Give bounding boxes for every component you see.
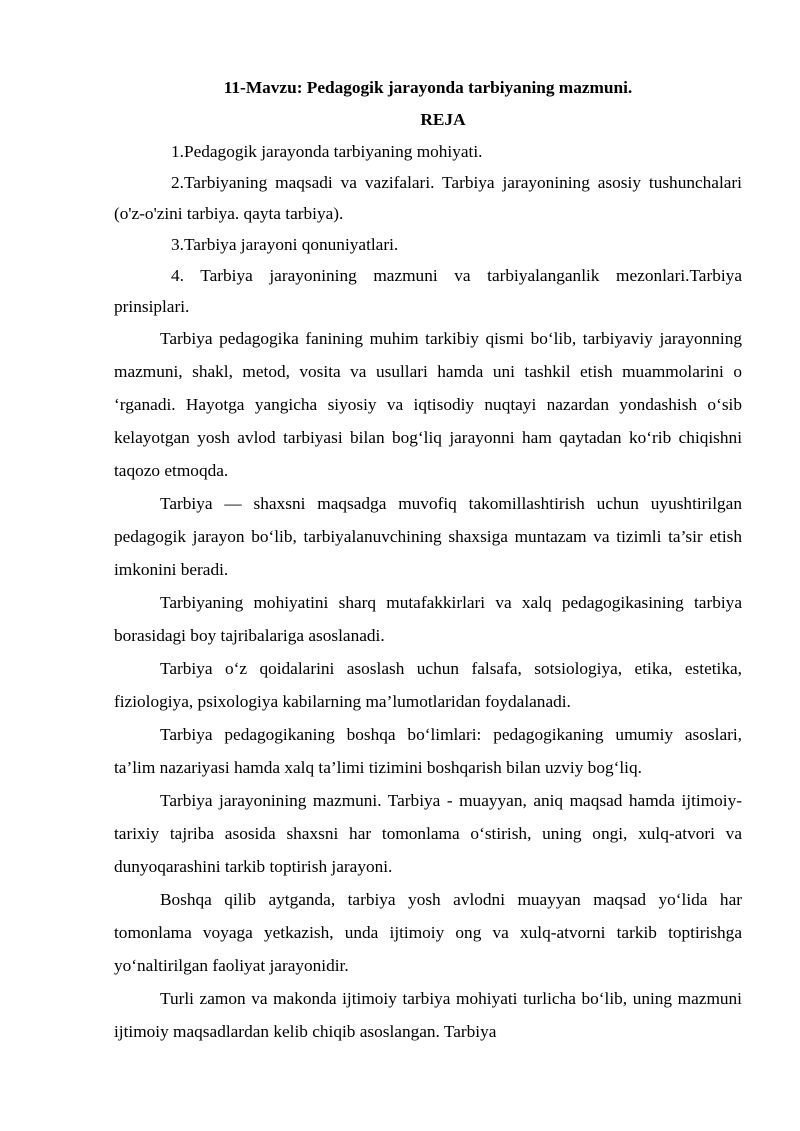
plan-heading: REJA bbox=[420, 110, 466, 129]
paragraph: Tarbiyaning mohiyatini sharq mutafakkirlari va xalq pedagogikasining tarbiya borasidagi boy tajribalariga asoslanadi. bbox=[114, 593, 742, 645]
plan-item: 2.Tarbiyaning maqsadi va vazifalari. Tarbiya jarayonining asosiy tushunchalari (o'z-o'zini tarbiya. qayta tarbiya). bbox=[114, 173, 742, 223]
document-title: 11-Mavzu: Pedagogik jarayonda tarbiyaning mazmuni. bbox=[223, 78, 633, 97]
plan-item: 1.Pedagogik jarayonda tarbiyaning mohiyati. bbox=[171, 142, 483, 161]
paragraph: Boshqa qilib aytganda, tarbiya yosh avlodni muayyan maqsad yo‘lida har tomonlama voyaga yetkazish, unda ijtimoiy ong va xulq-atvorni tarkib toptirishga yo‘naltirilgan faoliyat jarayonidir. bbox=[114, 890, 742, 975]
paragraph: Turli zamon va makonda ijtimoiy tarbiya mohiyati turlicha bo‘lib, uning mazmuni ijtimoiy maqsadlardan kelib chiqib asoslangan. Tarbiya bbox=[114, 989, 742, 1041]
paragraph: Tarbiya pedagogikaning boshqa bo‘limlari: pedagogikaning umumiy asoslari, ta’lim nazariyasi hamda xalq ta’limi tizimini boshqarish bilan uzviy bog‘liq. bbox=[114, 725, 742, 777]
paragraph: Tarbiya — shaxsni maqsadga muvofiq takomillashtirish uchun uyushtirilgan pedagogik jarayon bo‘lib, tarbiyalanuvchining shaxsiga muntazam va tizimli ta’sir etish imkonini beradi. bbox=[114, 494, 742, 579]
paragraph: Tarbiya o‘z qoidalarini asoslash uchun falsafa, sotsiologiya, etika, estetika, fiziologiya, psixologiya kabilarning ma’lumotlaridan foydalanadi. bbox=[114, 659, 742, 711]
plan-item: 4. Tarbiya jarayonining mazmuni va tarbiyalanganlik mezonlari.Tarbiya prinsiplari. bbox=[114, 266, 742, 316]
body-text bbox=[114, 322, 742, 1048]
document-page bbox=[114, 72, 742, 1048]
plan-item: 3.Tarbiya jarayoni qonuniyatlari. bbox=[171, 235, 399, 254]
paragraph: Tarbiya jarayonining mazmuni. Tarbiya - muayyan, aniq maqsad hamda ijtimoiy-tarixiy tajriba asosida shaxsni har tomonlama o‘stirish, uning ongi, xulq-atvori va dunyoqarashini tarkib toptirish jarayoni. bbox=[114, 791, 742, 876]
plan-list bbox=[114, 136, 742, 322]
paragraph: Tarbiya pedagogika fanining muhim tarkibiy qismi bo‘lib, tarbiyaviy jarayonning mazmuni, shakl, metod, vosita va usullari hamda uni tashkil etish muammolarini o ‘rganadi. Hayotga yangicha siyosiy va iqtisodiy nuqtayi nazardan yondashish o‘sib kelayotgan yosh avlod tarbiyasi bilan bog‘liq jarayonni ham qaytadan ko‘rib chiqishni taqozo etmoqda. bbox=[114, 329, 742, 480]
